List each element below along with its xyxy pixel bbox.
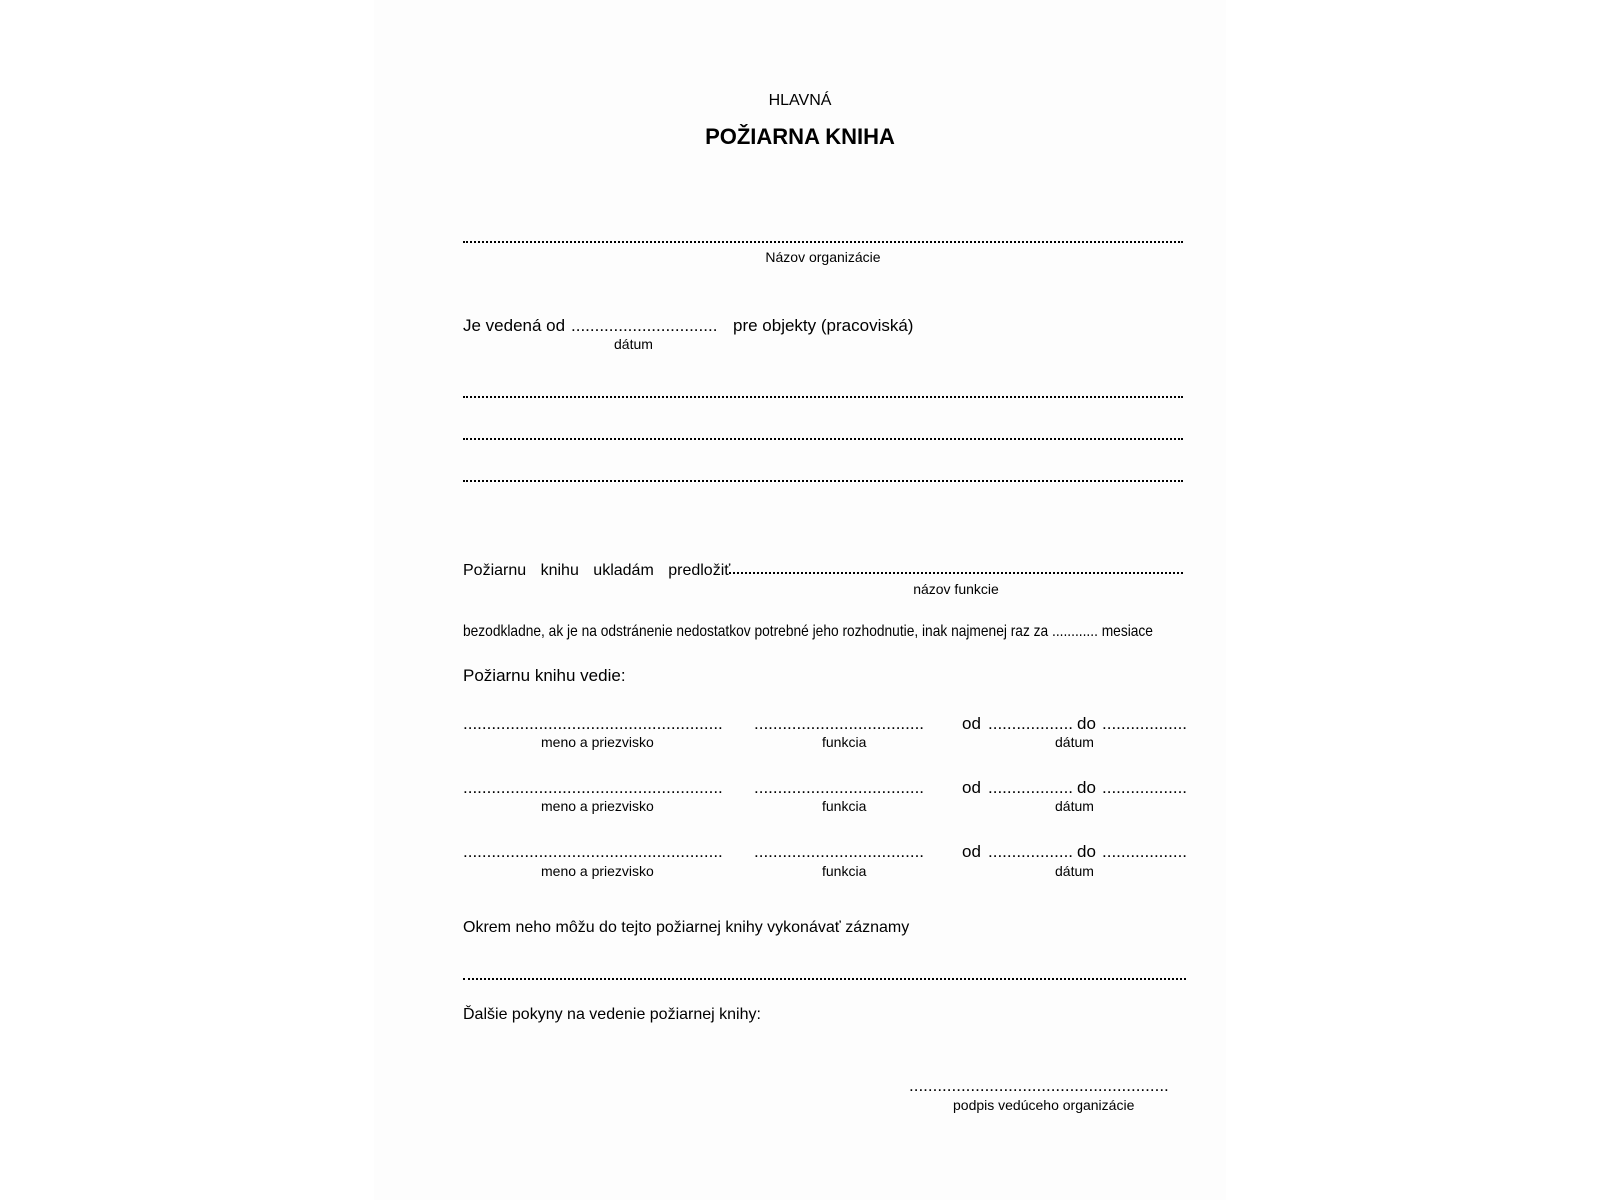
submit-prefix: Požiarnu knihu ukladám predložiť: [463, 562, 731, 579]
od-label: od: [962, 714, 981, 733]
kept-since-date-dots: ...............................: [571, 316, 718, 335]
function-dots: ....................................: [754, 714, 925, 733]
do-label: do: [1077, 842, 1096, 861]
signature-dots: .......................................................: [909, 1076, 1169, 1095]
signature-caption: podpis vedúceho organizácie: [953, 1097, 1135, 1113]
do-label: do: [1077, 714, 1096, 733]
name-dots: .......................................................: [463, 714, 723, 733]
do-dots: ..................: [1102, 842, 1188, 861]
od-label: od: [962, 842, 981, 861]
name-caption: meno a priezvisko: [541, 863, 654, 879]
do-dots: ..................: [1102, 714, 1188, 733]
name-caption: meno a priezvisko: [541, 734, 654, 750]
submit-function-line: [729, 556, 1183, 574]
others-text: Okrem neho môžu do tejto požiarnej knihy vykonávať záznamy: [463, 919, 910, 936]
organization-name-caption: Názov organizácie: [765, 249, 881, 265]
submit-sentence: bezodkladne, ak je na odstránenie nedostatkov potrebné jeho rozhodnutie, inak najmenej raz za ............ mesiace: [463, 623, 1153, 640]
od-dots: ..................: [988, 842, 1074, 861]
kept-by-heading: Požiarnu knihu vedie:: [463, 666, 626, 685]
organization-name-line: [463, 225, 1183, 243]
function-dots: ....................................: [754, 778, 925, 797]
objects-line-3: [463, 464, 1183, 482]
name-dots: .......................................................: [463, 778, 723, 797]
objects-line-1: [463, 380, 1183, 398]
do-label: do: [1077, 778, 1096, 797]
name-dots: .......................................................: [463, 842, 723, 861]
od-dots: ..................: [988, 714, 1074, 733]
document-kicker: HLAVNÁ: [768, 92, 832, 109]
function-caption: funkcia: [822, 734, 867, 750]
submit-function-caption: názov funkcie: [913, 581, 999, 597]
name-caption: meno a priezvisko: [541, 798, 654, 814]
function-caption: funkcia: [822, 863, 867, 879]
date-caption: dátum: [1055, 798, 1094, 814]
kept-since-suffix: pre objekty (pracoviská): [733, 316, 914, 335]
further-instructions-text: Ďalšie pokyny na vedenie požiarnej knihy:: [463, 1006, 761, 1023]
date-caption: dátum: [1055, 863, 1094, 879]
od-dots: ..................: [988, 778, 1074, 797]
document-title: POŽIARNA KNIHA: [705, 124, 895, 149]
function-dots: ....................................: [754, 842, 925, 861]
od-label: od: [962, 778, 981, 797]
do-dots: ..................: [1102, 778, 1188, 797]
function-caption: funkcia: [822, 798, 867, 814]
date-caption: dátum: [1055, 734, 1094, 750]
kept-since-date-caption: dátum: [614, 336, 653, 352]
objects-line-2: [463, 422, 1183, 440]
others-line: [463, 962, 1186, 980]
kept-since-prefix: Je vedená od: [463, 316, 566, 335]
